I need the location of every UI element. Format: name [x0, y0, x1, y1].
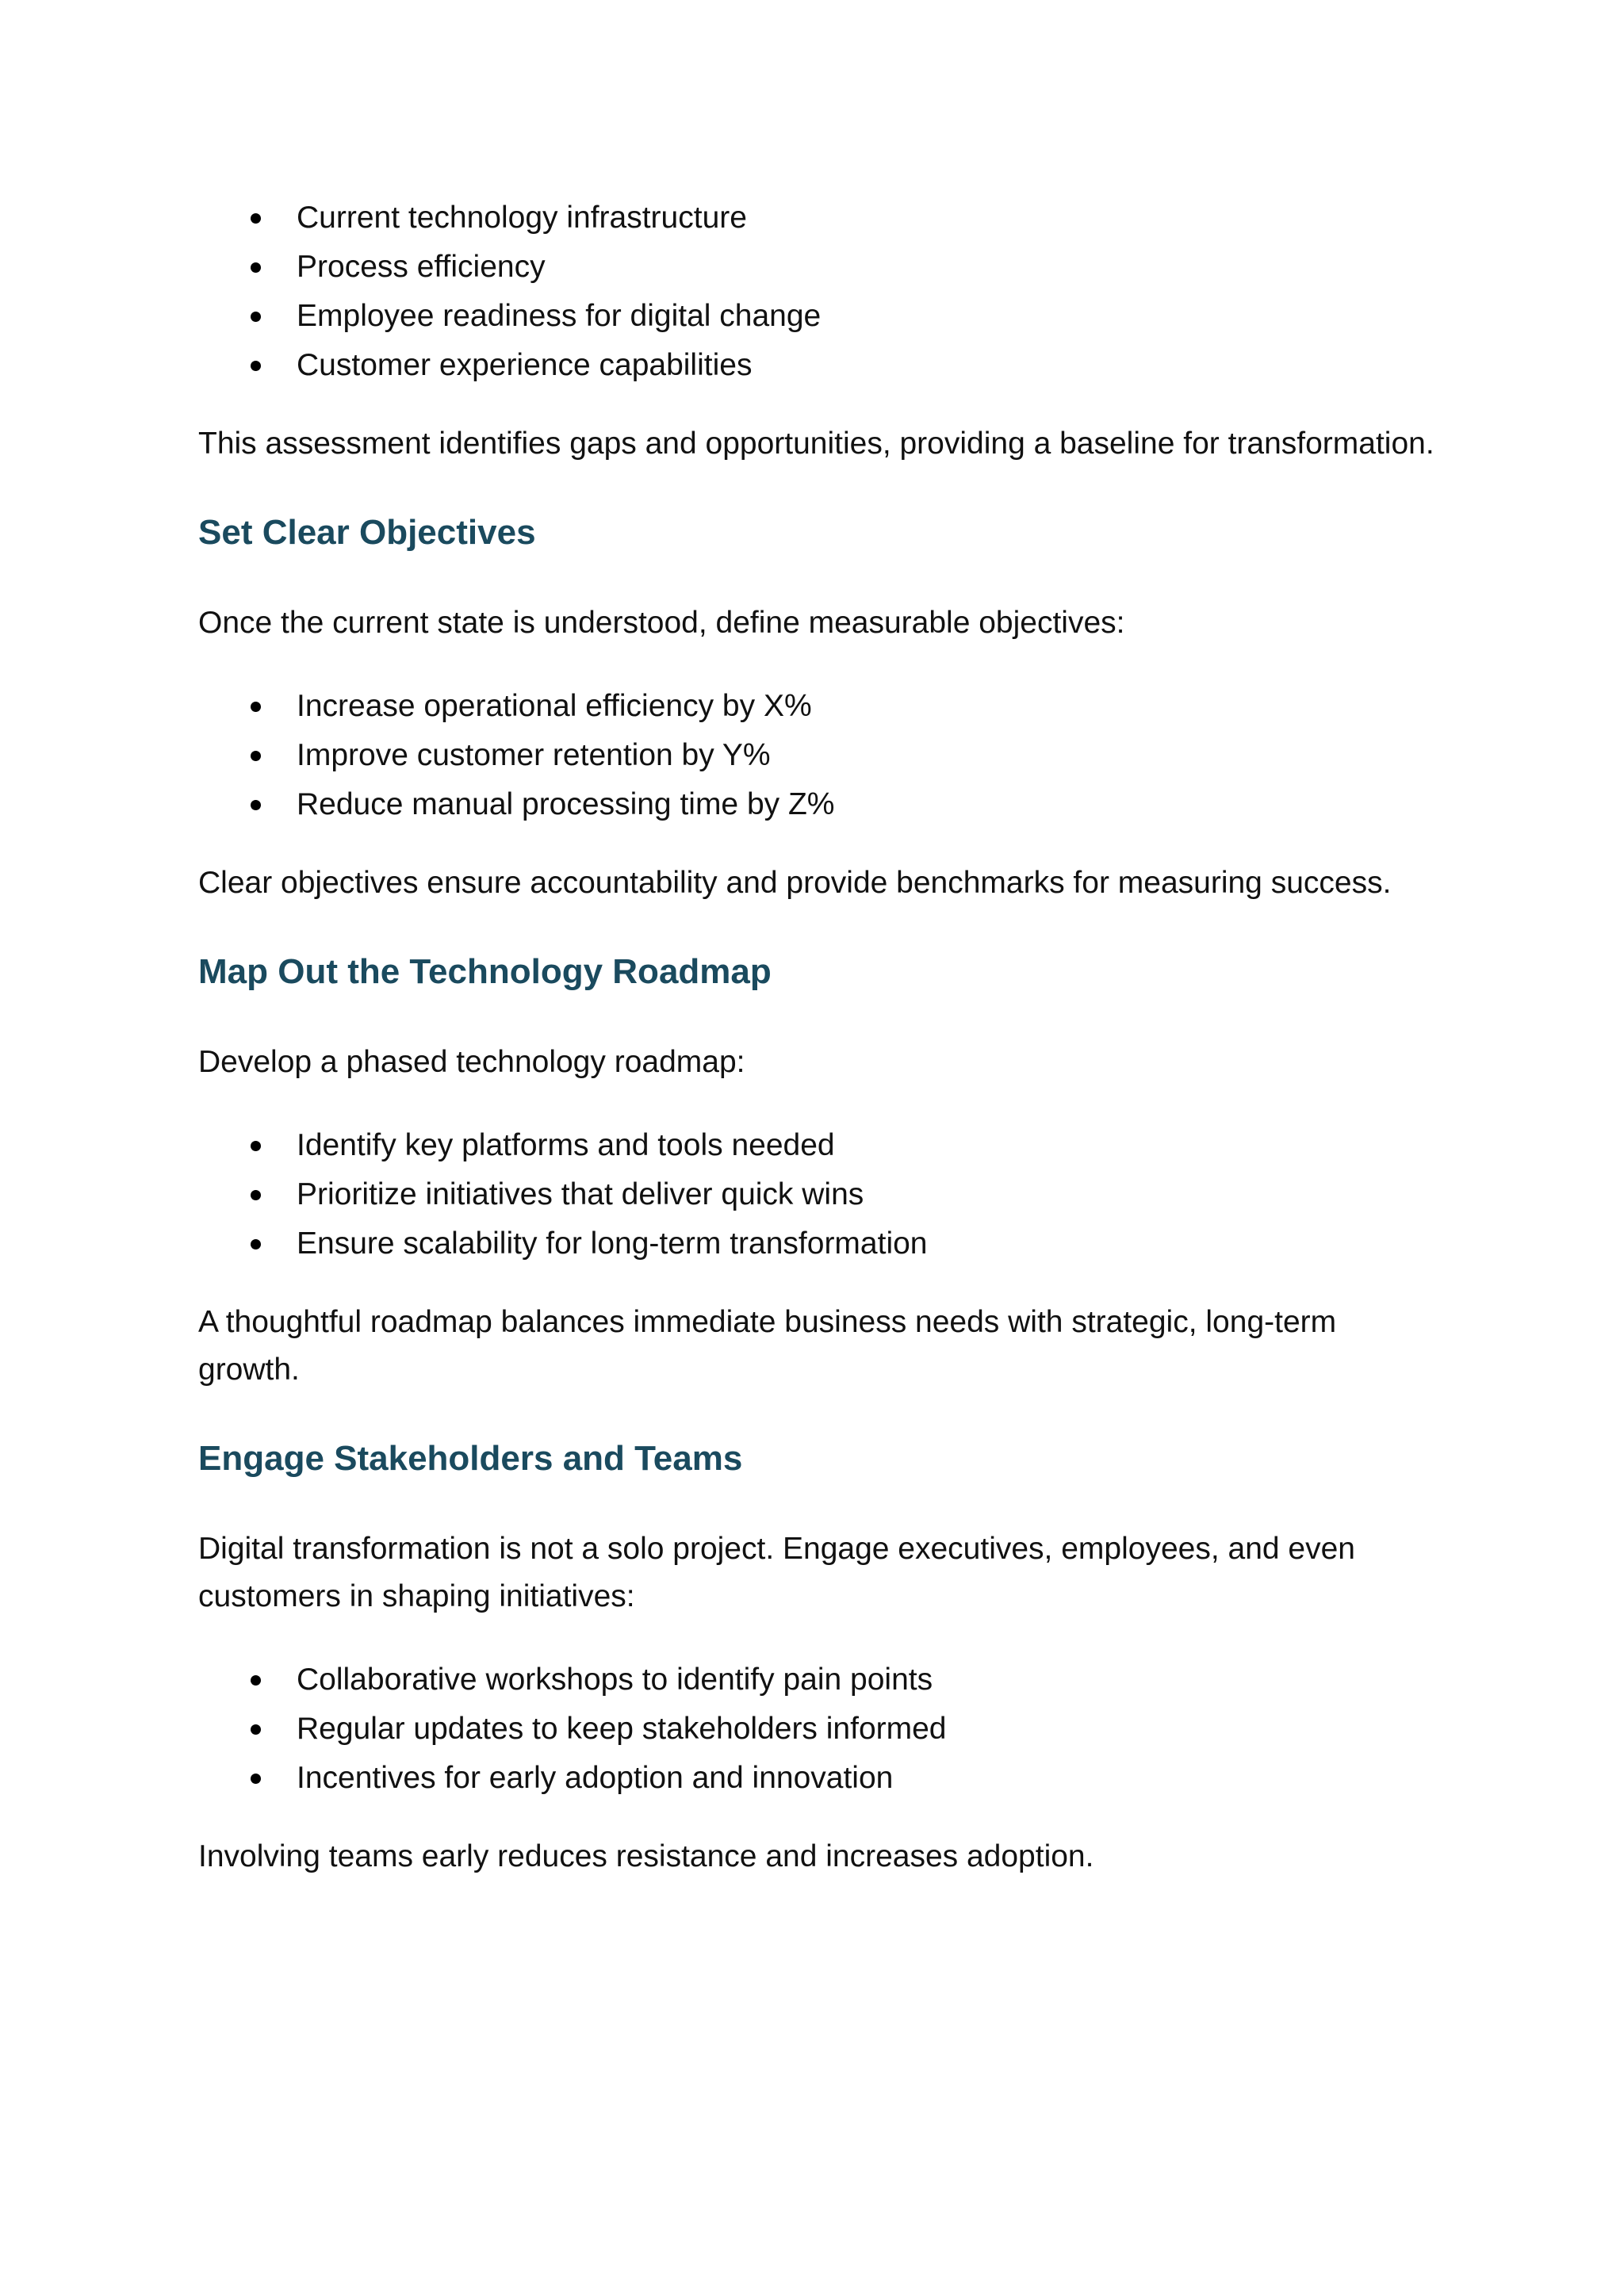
bullet-icon: [251, 1724, 261, 1735]
list-item-text: Reduce manual processing time by Z%: [297, 787, 835, 821]
roadmap-list: [198, 1121, 1426, 1269]
assessment-list: [198, 193, 1426, 390]
assessment-summary-paragraph: This assessment identifies gaps and opportunities, providing a baseline for transformation.: [198, 427, 1434, 461]
bullet-icon: [251, 1239, 261, 1249]
list-item-text: Regular updates to keep stakeholders informed: [297, 1712, 947, 1746]
bullet-icon: [251, 800, 261, 810]
bullet-icon: [251, 213, 261, 224]
list-item: [198, 1705, 1426, 1754]
roadmap-intro-paragraph: Develop a phased technology roadmap:: [198, 1045, 745, 1079]
bullet-icon: [251, 1774, 261, 1784]
list-item-text: Prioritize initiatives that deliver quick wins: [297, 1177, 864, 1211]
section-heading-roadmap: Map Out the Technology Roadmap: [198, 952, 772, 991]
section-heading-stakeholders: Engage Stakeholders and Teams: [198, 1439, 743, 1478]
list-item-text: Identify key platforms and tools needed: [297, 1128, 835, 1162]
list-item: [198, 682, 1426, 731]
list-item: [198, 193, 1426, 243]
bullet-icon: [251, 1675, 261, 1686]
stakeholders-intro-paragraph: Digital transformation is not a solo project. Engage executives, employees, and even customers in shaping initiatives:: [198, 1532, 1355, 1613]
list-item-text: Improve customer retention by Y%: [297, 738, 771, 772]
list-item: [198, 292, 1426, 341]
list-item: [198, 1219, 1426, 1269]
list-item-text: Ensure scalability for long-term transformation: [297, 1226, 928, 1261]
list-item-text: Increase operational efficiency by X%: [297, 689, 812, 723]
list-item: [198, 341, 1426, 390]
bullet-icon: [251, 751, 261, 761]
objectives-list: [198, 682, 1426, 829]
list-item: [198, 731, 1426, 780]
bullet-icon: [251, 312, 261, 322]
stakeholders-list: [198, 1655, 1426, 1803]
list-item-text: Employee readiness for digital change: [297, 299, 822, 333]
list-item-text: Collaborative workshops to identify pain points: [297, 1663, 933, 1697]
section-heading-objectives: Set Clear Objectives: [198, 513, 536, 552]
list-item-text: Incentives for early adoption and innovation: [297, 1761, 894, 1795]
stakeholders-outro-paragraph: Involving teams early reduces resistance and increases adoption.: [198, 1839, 1094, 1873]
bullet-icon: [251, 1190, 261, 1200]
objectives-intro-paragraph: Once the current state is understood, define measurable objectives:: [198, 606, 1125, 640]
roadmap-outro-paragraph: A thoughtful roadmap balances immediate business needs with strategic, long-term growth.: [198, 1305, 1337, 1387]
list-item: [198, 780, 1426, 829]
objectives-outro-paragraph: Clear objectives ensure accountability and provide benchmarks for measuring success.: [198, 866, 1392, 900]
bullet-icon: [251, 1141, 261, 1151]
list-item-text: Customer experience capabilities: [297, 348, 753, 382]
bullet-icon: [251, 262, 261, 273]
bullet-icon: [251, 361, 261, 371]
list-item: [198, 243, 1426, 292]
list-item: [198, 1170, 1426, 1219]
list-item: [198, 1121, 1426, 1170]
list-item-text: Current technology infrastructure: [297, 201, 747, 235]
list-item: [198, 1655, 1426, 1705]
list-item: [198, 1754, 1426, 1803]
bullet-icon: [251, 702, 261, 712]
list-item-text: Process efficiency: [297, 250, 546, 284]
